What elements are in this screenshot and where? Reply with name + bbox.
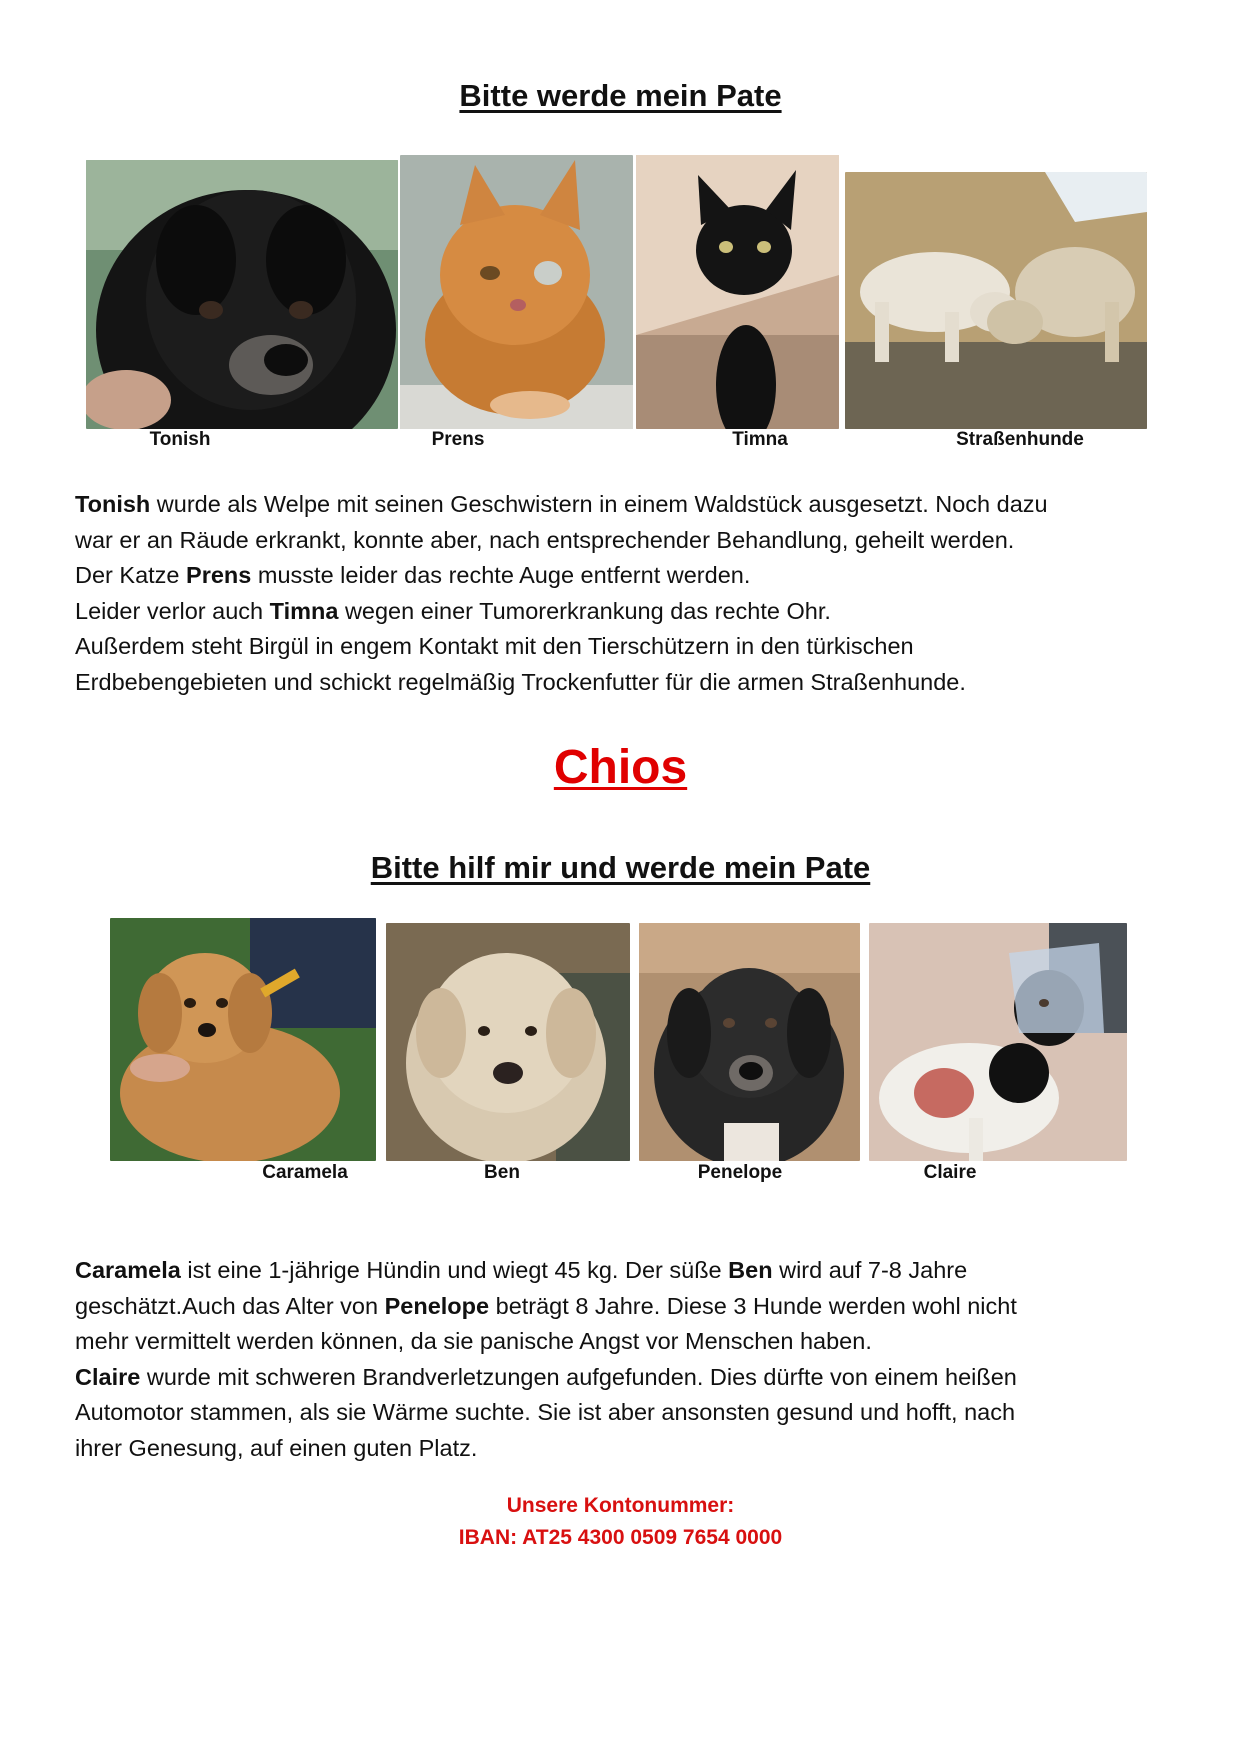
caption-tonish: Tonish bbox=[149, 429, 211, 450]
text-run: ihrer Genesung, auf einen guten Platz. bbox=[75, 1434, 478, 1461]
photo-claire bbox=[869, 923, 1127, 1161]
text-run: wird auf 7-8 Jahre bbox=[772, 1257, 968, 1283]
photo-ben bbox=[386, 923, 630, 1161]
caption-ben: Ben bbox=[484, 1162, 520, 1183]
photo-prens bbox=[400, 155, 633, 429]
paragraph-line bbox=[75, 1253, 1175, 1289]
location-heading-chios: Chios bbox=[553, 741, 688, 794]
animal-name-bold: Caramela bbox=[75, 1257, 181, 1283]
photo-tonish bbox=[86, 160, 398, 429]
caption-strassenhunde: Straßenhunde bbox=[956, 429, 1084, 450]
paragraph-line bbox=[75, 558, 1175, 594]
paragraph-line bbox=[75, 1324, 1175, 1360]
paragraph-line bbox=[75, 1289, 1175, 1325]
paragraph-line bbox=[75, 665, 1175, 701]
animal-name-bold: Prens bbox=[186, 562, 252, 588]
description-paragraph-1 bbox=[75, 487, 1175, 700]
section-title-patenschaft: Bitte werde mein Pate bbox=[459, 78, 782, 113]
caption-penelope: Penelope bbox=[697, 1162, 783, 1183]
text-run: Außerdem steht Birgül in engem Kontakt mit den Tierschützern in den türkischen bbox=[75, 633, 914, 659]
paragraph-line bbox=[75, 1360, 1175, 1396]
text-run: geschätzt.Auch das Alter von bbox=[75, 1292, 385, 1319]
text-run: war er an Räude erkrankt, konnte aber, nach entsprechender Behandlung, geheilt werden. bbox=[75, 526, 1015, 553]
description-paragraph-2 bbox=[75, 1253, 1175, 1466]
account-label: Unsere Kontonummer: bbox=[506, 1494, 735, 1517]
caption-prens: Prens bbox=[431, 429, 485, 450]
text-run: Leider verlor auch bbox=[75, 597, 270, 624]
text-run: ist eine 1-jährige Hündin und wiegt 45 kg. Der süße bbox=[180, 1257, 729, 1283]
paragraph-line bbox=[75, 523, 1175, 559]
paragraph-line bbox=[75, 629, 1175, 665]
text-run: Automotor stammen, als sie Wärme suchte. Sie ist aber ansonsten gesund und hofft, nach bbox=[75, 1399, 1016, 1425]
caption-timna: Timna bbox=[732, 429, 788, 450]
animal-name-bold: Timna bbox=[269, 597, 339, 624]
paragraph-line bbox=[75, 594, 1175, 630]
text-run: mehr vermittelt werden können, da sie panische Angst vor Menschen haben. bbox=[75, 1328, 872, 1354]
text-run: Der Katze bbox=[75, 562, 187, 588]
paragraph-line bbox=[75, 487, 1175, 523]
caption-claire: Claire bbox=[923, 1162, 977, 1183]
paragraph-line bbox=[75, 1395, 1175, 1431]
text-run: wurde als Welpe mit seinen Geschwistern in einem Waldstück ausgesetzt. Noch dazu bbox=[150, 491, 1048, 517]
animal-name-bold: Claire bbox=[75, 1363, 141, 1390]
photo-strassenhunde bbox=[845, 172, 1147, 429]
text-run: beträgt 8 Jahre. Diese 3 Hunde werden wohl nicht bbox=[489, 1292, 1017, 1319]
paragraph-line bbox=[75, 1431, 1175, 1467]
text-run: wegen einer Tumorerkrankung das rechte Ohr. bbox=[338, 597, 831, 624]
text-run: musste leider das rechte Auge entfernt werden. bbox=[251, 562, 751, 588]
photo-timna bbox=[636, 155, 839, 429]
section-title-hilfe: Bitte hilf mir und werde mein Pate bbox=[370, 850, 871, 885]
text-run: Erdbebengebieten und schickt regelmäßig Trockenfutter für die armen Straßenhunde. bbox=[75, 668, 966, 695]
animal-name-bold: Ben bbox=[728, 1257, 773, 1283]
animal-name-bold: Tonish bbox=[75, 491, 151, 517]
text-run: wurde mit schweren Brandverletzungen aufgefunden. Dies dürfte von einem heißen bbox=[140, 1363, 1017, 1390]
caption-caramela: Caramela bbox=[262, 1162, 348, 1183]
animal-name-bold: Penelope bbox=[384, 1292, 490, 1319]
account-iban: IBAN: AT25 4300 0509 7654 0000 bbox=[458, 1526, 783, 1549]
photo-penelope bbox=[639, 923, 860, 1161]
photo-caramela bbox=[110, 918, 376, 1161]
